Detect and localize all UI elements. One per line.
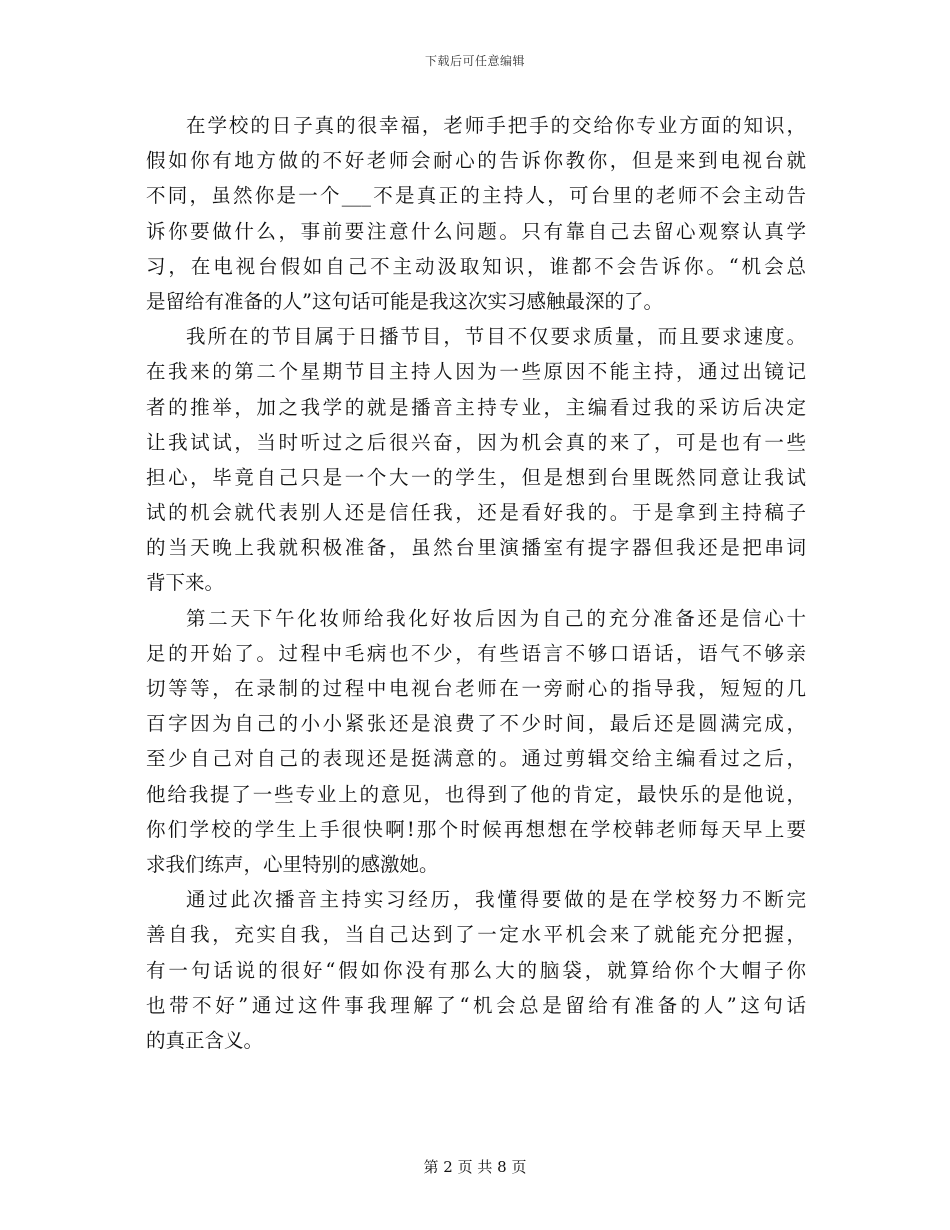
page-header: 下载后可任意编辑 (424, 54, 525, 68)
text-line: 至少自己对自己的表现还是挺满意的。通过剪辑交给主编看过之后， (146, 747, 806, 771)
text-line: 他给我提了一些专业上的意见，也得到了他的肯定，最快乐的是他说， (146, 782, 806, 806)
text-line: 担心，毕竟自己只是一个大一的学生，但是想到台里既然同意让我试 (146, 465, 806, 489)
paragraph (146, 601, 806, 883)
page-number: 第 2 页 共 8 页 (423, 1158, 527, 1176)
text-line: 在我来的第二个星期节目主持人因为一些原因不能主持，通过出镜记 (146, 360, 806, 384)
text-line: 切等等，在录制的过程中电视台老师在一旁耐心的指导我，短短的几 (146, 677, 806, 700)
text-line: 假如你有地方做的不好老师会耐心的告诉你教你，但是来到电视台就 (146, 149, 806, 173)
text-line: 不同，虽然你是一个___不是真正的主持人，可台里的老师不会主动告 (146, 184, 806, 208)
text-line: 背下来。 (146, 571, 225, 595)
text-line: 也带不好”通过这件事我理解了“机会总是留给有准备的人”这句话 (146, 993, 806, 1017)
text-line: 求我们练声，心里特别的感激她。 (146, 852, 439, 876)
paragraph (146, 108, 806, 319)
text-line: 习，在电视台假如自己不主动汲取知识，谁都不会告诉你。“机会总 (146, 254, 806, 278)
text-line: 诉你要做什么，事前要注意什么问题。只有靠自己去留心观察认真学 (146, 219, 806, 243)
text-line: 的当天晚上我就积极准备，虽然台里演播室有提字器但我还是把串词 (146, 536, 806, 560)
text-line: 通过此次播音主持实习经历，我懂得要做的是在学校努力不断完 (186, 888, 806, 912)
text-line: 善自我，充实自我，当自己达到了一定水平机会来了就能充分把握， (146, 923, 806, 947)
text-line: 试的机会就代表别人还是信任我，还是看好我的。于是拿到主持稿子 (146, 501, 806, 525)
paragraph (146, 882, 806, 1058)
text-line: 者的推举，加之我学的就是播音主持专业，主编看过我的采访后决定 (146, 395, 806, 419)
text-line: 在学校的日子真的很幸福，老师手把手的交给你专业方面的知识， (186, 114, 806, 137)
text-line: 你们学校的学生上手很快啊!那个时候再想想在学校韩老师每天早上要 (146, 817, 806, 841)
text-line: 我所在的节目属于日播节目，节目不仅要求质量，而且要求速度。 (186, 325, 806, 349)
document-body (146, 108, 806, 1058)
text-line: 有一句话说的很好“假如你没有那么大的脑袋，就算给你个大帽子你 (146, 958, 806, 982)
text-line: 是留给有准备的人”这句话可能是我这次实习感触最深的了。 (146, 289, 663, 313)
text-line: 让我试试，当时听过之后很兴奋，因为机会真的来了，可是也有一些 (146, 430, 806, 454)
text-line: 的真正含义。 (146, 1028, 264, 1052)
paragraph (146, 319, 806, 601)
text-line: 百字因为自己的小小紧张还是浪费了不少时间，最后还是圆满完成， (146, 712, 806, 736)
text-line: 第二天下午化妆师给我化好妆后因为自己的充分准备还是信心十 (186, 606, 806, 630)
text-line: 足的开始了。过程中毛病也不少，有些语言不够口语话，语气不够亲 (146, 641, 806, 665)
